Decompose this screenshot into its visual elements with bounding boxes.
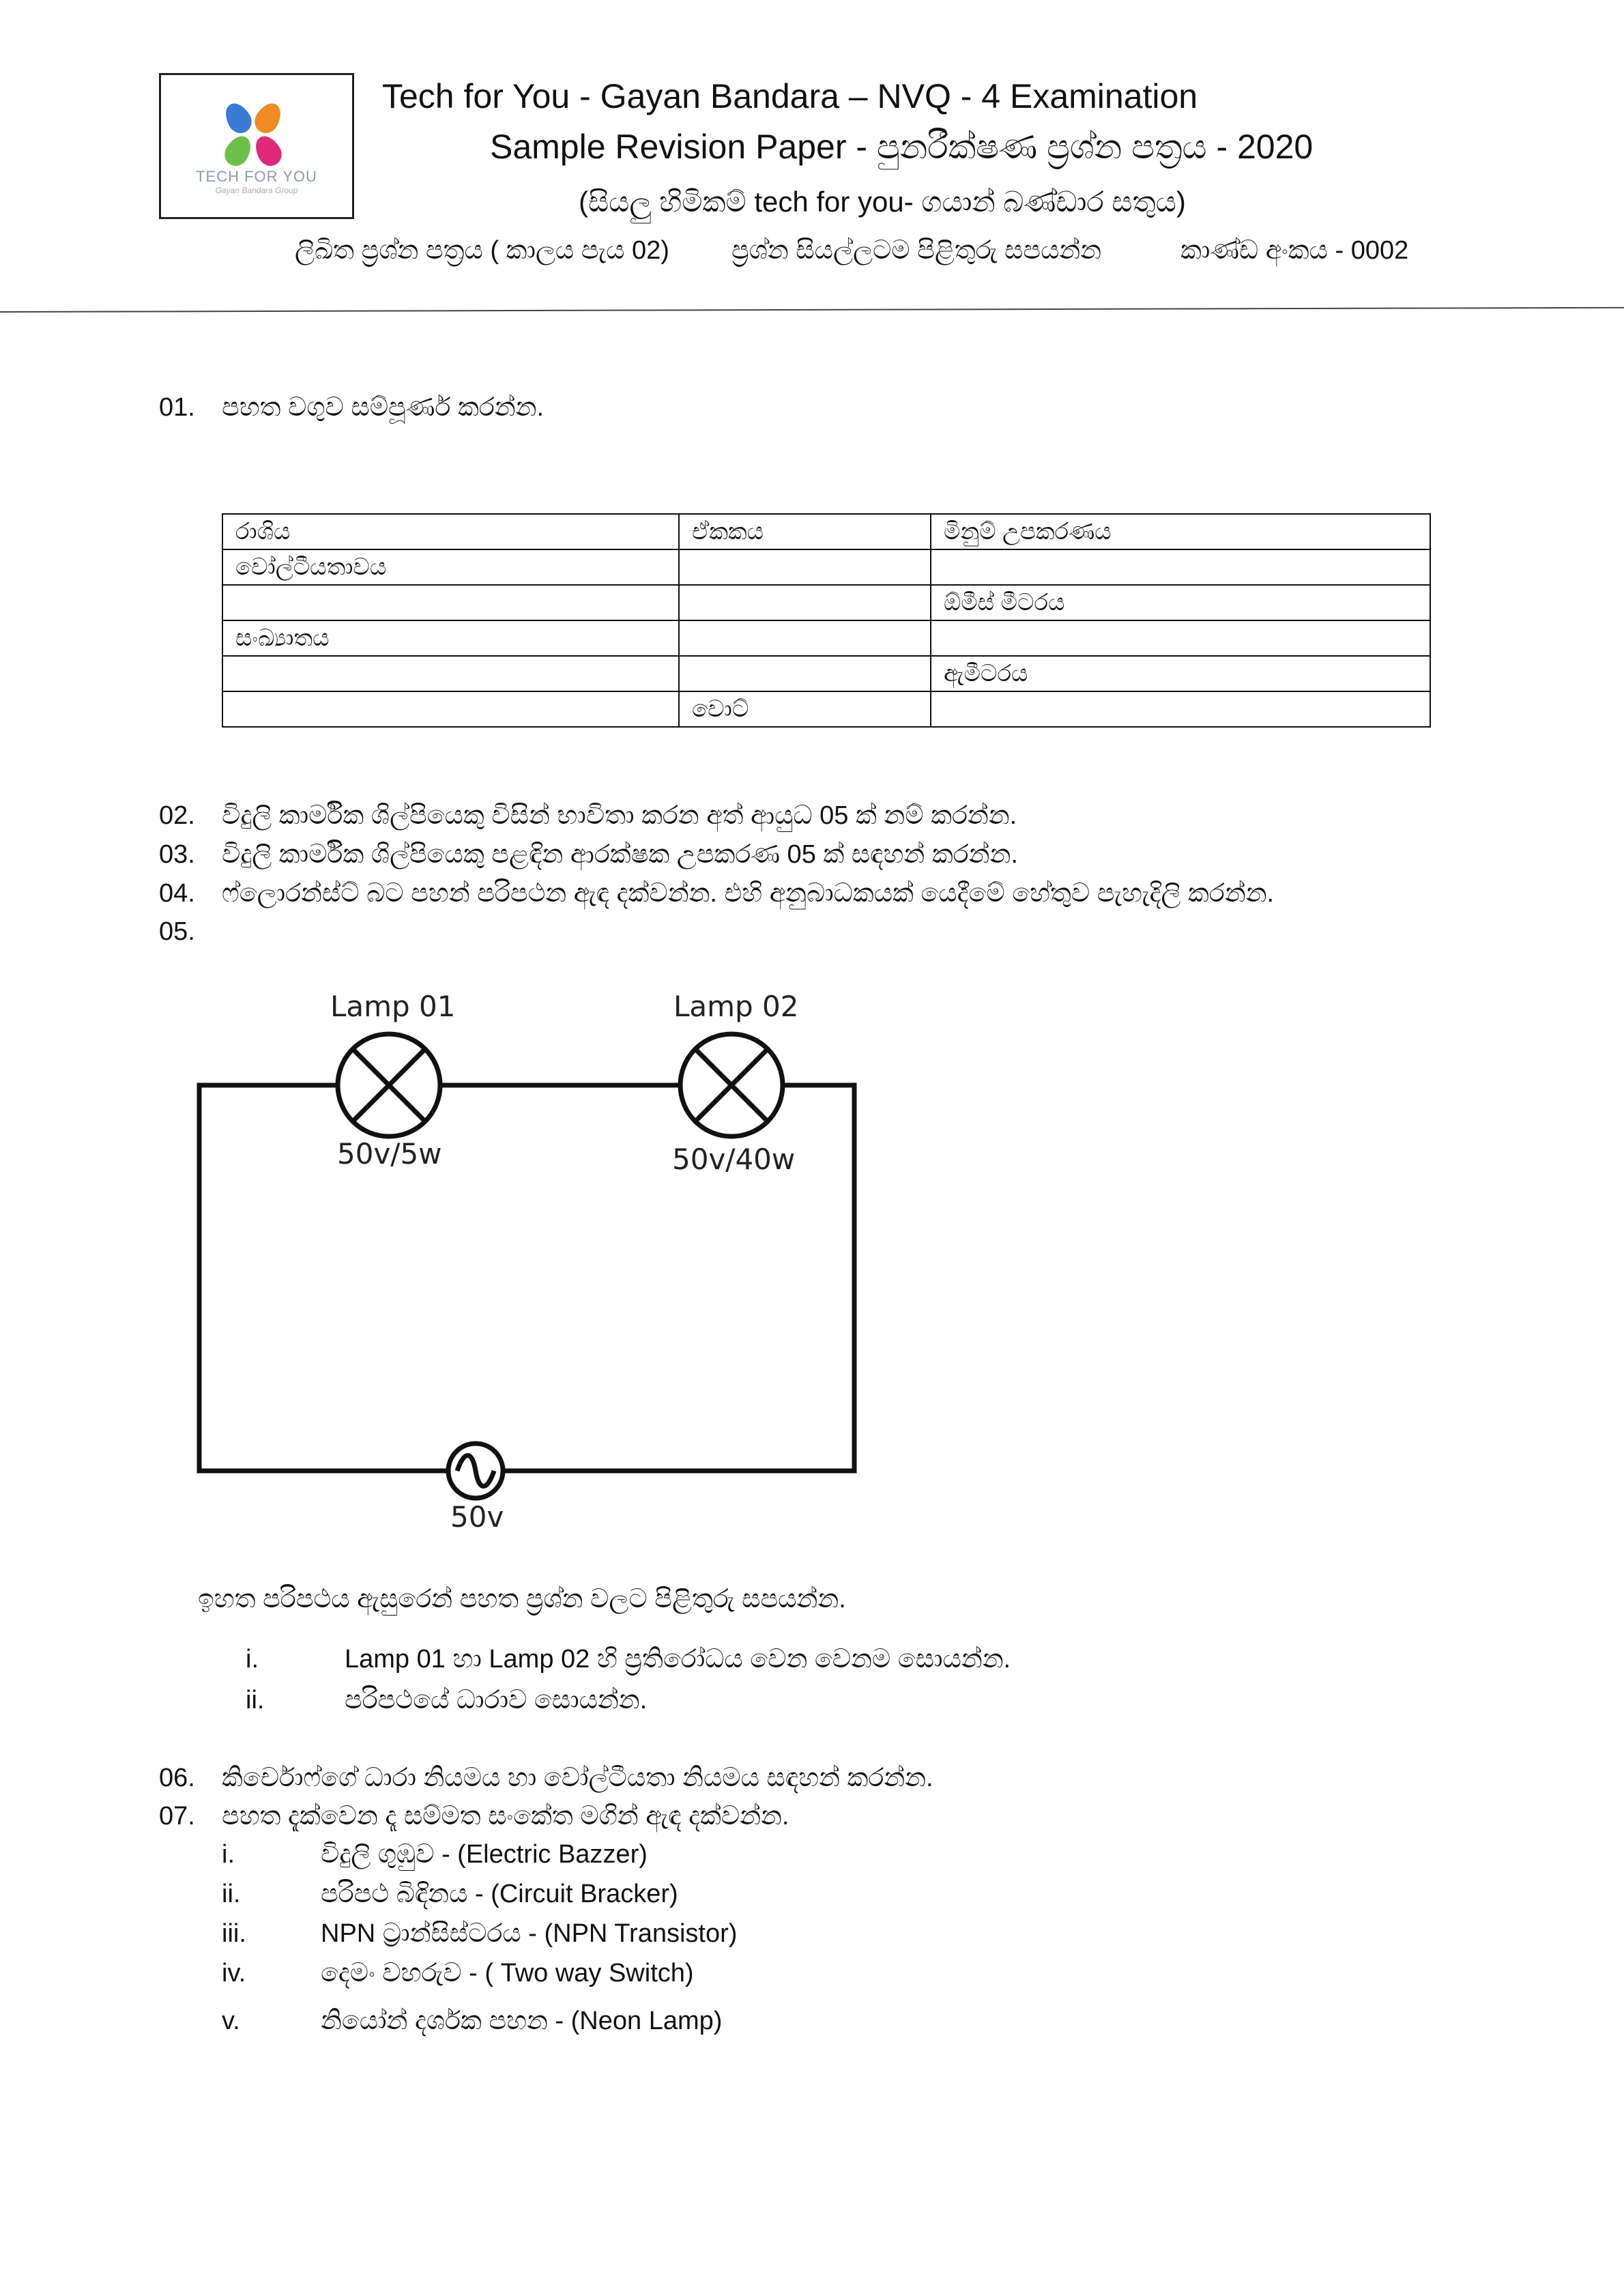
ac-source-icon [448,1444,503,1498]
q07-part-number: ii. [222,1880,241,1908]
q05-part-number: i. [246,1645,259,1674]
q04-text: ෆ්ලොරන්ස්ට් බට පහන් පරිපථන ඇඳ දක්වන්න. එහි අනුබාධකයක් යෙදීමේ හේතුව පැහැදිලි කරන්න. [222,879,1275,908]
q07-part-text: විදුලි ගුඹුව - (Electric Bazzer) [321,1840,648,1869]
table-header: ඒකකය [679,514,931,549]
title-line-3: (සියලු හිමිකම් tech for you- ගයාන් බණ්ඩාර සතුය) [579,186,1186,218]
lamp-02-icon [680,1034,783,1136]
table-cell: වොට් [679,691,931,727]
q04-number: 04. [159,879,195,908]
q03-text: විදුලි කාර්මික ශිල්පියෙකු පළඳින ආරක්ෂක උපකරණ 05 ක් සඳහන් කරන්න. [222,840,1018,869]
instruction: ප්‍රශ්න සියල්ලටම පිළිතුරු සපයන්න [731,236,1102,265]
table-cell: සංඛ්‍යාතය [222,620,679,656]
q07-number: 07. [159,1802,195,1831]
q07-part-number: iv. [222,1959,246,1988]
table-cell: වෝල්ටීයතාවය [222,549,679,585]
logo-subtext: Gayan Bandara Group [215,186,298,195]
title-line-1: Tech for You - Gayan Bandara – NVQ - 4 Examination [382,77,1198,115]
q05-part-number: ii. [246,1686,265,1714]
q05-part-text: Lamp 01 හා Lamp 02 හි ප්‍රතිරෝධය වෙන වෙනම සොයන්න. [345,1645,1011,1674]
q06-text: කිර්චොෆ්ගේ ධාරා නියමය හා වෝල්ටීයතා නියමය සඳහන් කරන්න. [222,1764,933,1792]
q07-part-text: NPN ට්‍රාන්සිස්ටරය - (NPN Transistor) [321,1919,738,1948]
logo-text: TECH FOR YOU [196,168,317,185]
lamp-01-label: Lamp 01 [330,990,456,1023]
paper-code: කාණ්ඩ අංකය - 0002 [1180,236,1409,265]
table-header: රාශිය [222,514,679,549]
q06-number: 06. [159,1764,195,1792]
q03-number: 03. [159,840,195,869]
table-cell: ඕමීස් මීටරය [931,585,1430,620]
title-line-2: Sample Revision Paper - පුනරීක්ෂණ ප්‍රශ්න පත්‍රය - 2020 [490,128,1314,166]
q07-part-text: දෙමං වහරුව - ( Two way Switch) [321,1959,694,1988]
q05-number: 05. [159,917,195,946]
q07-part-text: නියෝන් දර්ශක පහන - (Neon Lamp) [321,2007,723,2035]
q05-intro: ඉහත පරිපථය ඇසුරෙන් පහත ප්‍රශ්න වලට පිළිතුරු සපයන්න. [198,1585,846,1613]
table-cell: ඇමීටරය [931,656,1430,691]
q07-text: පහත දැක්වෙන දෑ සම්මත සංකේත මගින් ඇඳ දක්වන්න. [222,1802,789,1831]
q01-text: පහත වගුව සම්පූර්ණ කරන්න. [222,393,545,422]
q07-part-text: පරිපථ බිඳිනය - (Circuit Bracker) [321,1880,678,1908]
paper-info: ලිඛිත ප්‍රශ්න පත්‍රය ( කාලය පැය 02) [295,236,669,265]
lamp-01-rating: 50v/5w [337,1137,442,1171]
q02-number: 02. [159,801,195,830]
q02-text: විදුලි කාර්මික ශිල්පියෙකු විසින් භාවිතා කරන අත් ආයුධ 05 ක් නම් කරන්න. [222,801,1017,830]
lamp-02-rating: 50v/40w [672,1143,796,1176]
table-header: මිනුම් උපකරණය [931,514,1430,549]
source-label: 50v [450,1500,504,1534]
q07-part-number: i. [222,1840,235,1869]
q07-part-number: v. [222,2007,240,2035]
q01-number: 01. [159,393,195,422]
lamp-01-icon [338,1034,440,1136]
q07-part-number: iii. [222,1919,246,1948]
lamp-02-label: Lamp 02 [673,990,799,1023]
q05-part-text: පරිපථයේ ධාරාව සොයන්න. [345,1686,648,1714]
